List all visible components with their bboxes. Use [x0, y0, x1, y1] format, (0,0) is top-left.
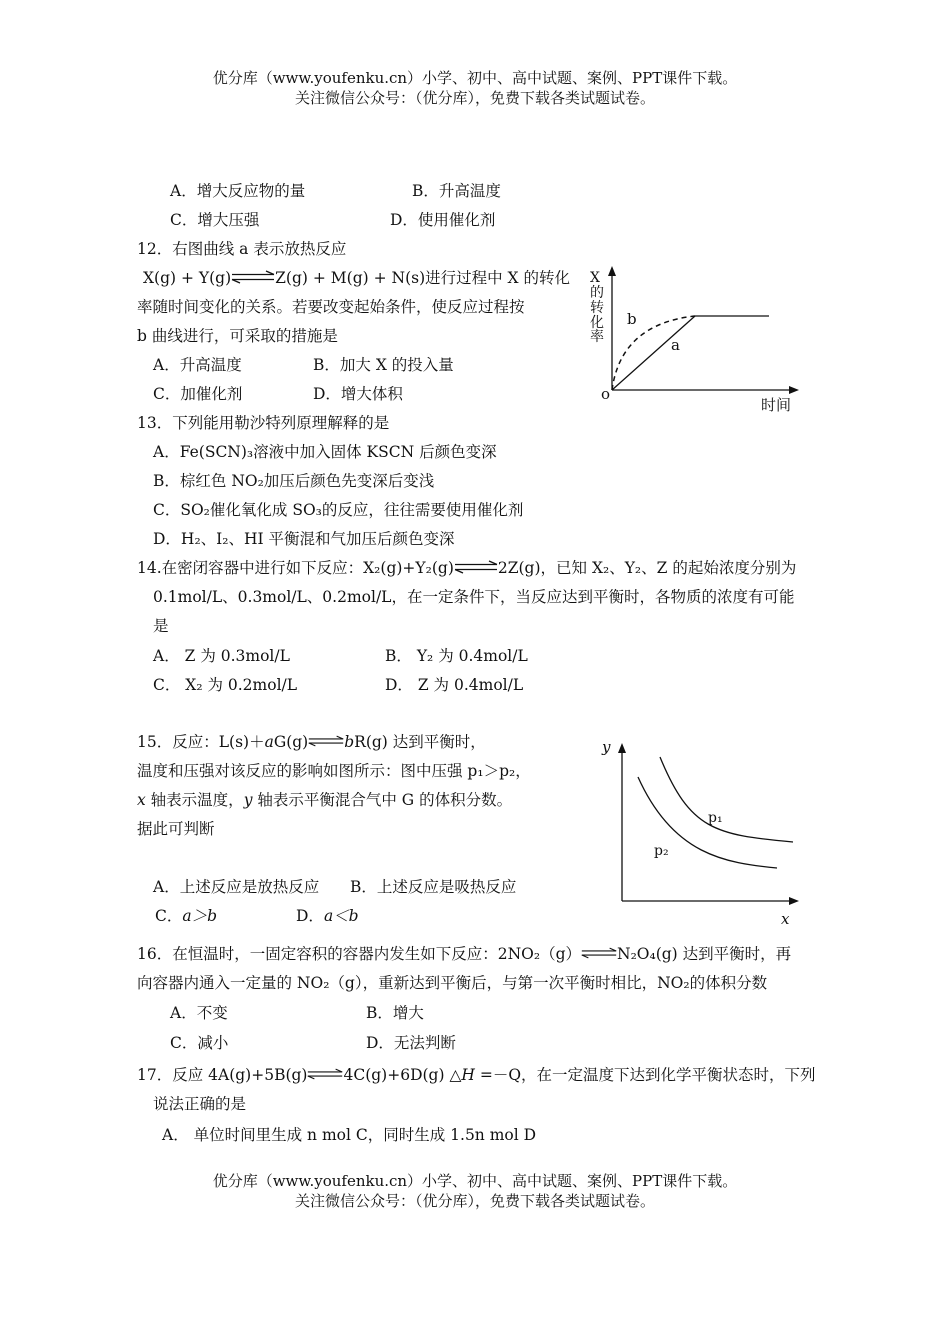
equilibrium-arrow-icon [454, 560, 498, 574]
q14-line-2: 0.1mol/L、0.3mol/L、0.2mol/L，在一定条件下，当反应达到平衡时，各物质的浓度有可能 [153, 588, 795, 606]
q17-enthalpy: H [461, 1066, 475, 1084]
q14-option-d: D． Z 为 0.4mol/L [385, 676, 524, 694]
q15-coef-a: a [264, 733, 274, 751]
q14-option-c: C． X₂ 为 0.2mol/L [153, 676, 298, 694]
q12-option-a: A．升高温度 [153, 356, 242, 374]
q12-option-b: B．加大 X 的投入量 [313, 356, 454, 374]
q16-stem [137, 944, 791, 964]
q12-x-label: 时间 [761, 396, 792, 414]
q15-line-3-b: 轴表示平衡混合气中 G 的体积分数。 [252, 791, 513, 809]
equilibrium-arrow-icon [231, 270, 275, 284]
equilibrium-arrow-icon [581, 946, 617, 960]
q12-series-label-b: b [627, 310, 637, 328]
q15-option-d [296, 906, 359, 926]
q15-option-c [155, 906, 217, 926]
q15-curve-p1 [660, 757, 793, 842]
q16-option-a: A．不变 [170, 1004, 228, 1022]
q15-stem [137, 732, 486, 752]
q15-option-c-expr: a＞b [182, 907, 218, 925]
q12-option-d: D．增大体积 [313, 385, 403, 403]
q14-line-3: 是 [153, 617, 169, 635]
q15-option-b: B．上述反应是吸热反应 [350, 878, 517, 896]
q16-stem-b: N₂O₄(g) 达到平衡时，再 [617, 945, 792, 963]
q15-coef-b: b [344, 733, 355, 751]
q14-stem-a: 14.在密闭容器中进行如下反应：X₂(g)+Y₂(g) [137, 559, 454, 577]
q12-line-2: 率随时间变化的关系。若要改变起始条件，使反应过程按 [137, 298, 525, 316]
q13-stem: 13．下列能用勒沙特列原理解释的是 [137, 414, 390, 432]
q12-y-label-1: 的 [590, 285, 604, 301]
q16-stem-a: 16．在恒温时，一固定容积的容器内发生如下反应：2NO₂（g） [137, 945, 581, 963]
q13-option-d: D．H₂、I₂、HI 平衡混和气加压后颜色变深 [153, 530, 455, 548]
q15-x-axis-arrow [789, 897, 799, 905]
q15-option-c-label: C． [155, 907, 183, 925]
q12-y-label-3: 化 [590, 315, 604, 331]
q12-eq-left: X(g) + Y(g) [143, 269, 232, 287]
q14-stem [137, 558, 796, 578]
q15-x-label: x [781, 910, 790, 928]
q17-stem [137, 1065, 816, 1085]
q13-option-c: C．SO₂催化氧化成 SO₃的反应，往往需要使用催化剂 [153, 501, 524, 519]
q15-stem-b: R(g) 达到平衡时， [354, 733, 486, 751]
q14-stem-b: 2Z(g)，已知 X₂、Y₂、Z 的起始浓度分别为 [497, 559, 797, 577]
q11-option-a: A．增大反应物的量 [170, 182, 306, 200]
q11-option-c: C．增大压强 [170, 211, 260, 229]
q11-option-d: D．使用催化剂 [390, 211, 496, 229]
q15-series-label-p1: p₁ [708, 810, 723, 826]
header-line-1: 优分库（www.youfenku.cn）小学、初中、高中试题、案例、PPT课件下载。 [212, 69, 738, 87]
q15-line-4: 据此可判断 [137, 820, 215, 838]
q15-line-3-a: 轴表示温度， [145, 791, 244, 809]
q12-x-axis-arrow [789, 386, 799, 394]
q12-y-label-0: X [590, 270, 600, 286]
q17-stem-a: 17．反应 4A(g)+5B(g) [137, 1066, 308, 1084]
q15-line-3 [137, 790, 512, 810]
q15-option-a: A．上述反应是放热反应 [153, 878, 320, 896]
q15-option-d-label: D． [296, 907, 324, 925]
q13-option-a: A．Fe(SCN)₃溶液中加入固体 KSCN 后颜色变深 [153, 443, 497, 461]
q13-option-b: B．棕红色 NO₂加压后颜色先变深后变浅 [153, 472, 435, 490]
equilibrium-arrow-icon [308, 734, 344, 748]
q15-y-axis-arrow [618, 743, 626, 753]
q15-stem-a: 15．反应：L(s)＋ [137, 733, 265, 751]
q12-origin-label: o [601, 385, 611, 403]
q15-stem-a2: G(g) [273, 733, 309, 751]
q15-y-var: y [243, 791, 253, 809]
q15-line-2: 温度和压强对该反应的影响如图所示：图中压强 p₁＞p₂， [137, 762, 531, 780]
q15-option-d-expr: a＜b [323, 907, 359, 925]
q17-stem-b: 4C(g)+6D(g) △ [343, 1066, 462, 1084]
q12-y-label-4: 率 [590, 329, 604, 345]
q14-option-b: B． Y₂ 为 0.4mol/L [385, 647, 528, 665]
q16-option-b: B．增大 [366, 1004, 424, 1022]
q15-x-var: x [137, 791, 146, 809]
q12-line-3: b 曲线进行，可采取的措施是 [137, 327, 338, 345]
footer-line-2: 关注微信公众号：（优分库），免费下载各类试题试卷。 [294, 1192, 655, 1210]
header-line-2: 关注微信公众号：（优分库），免费下载各类试题试卷。 [294, 89, 655, 107]
q12-equation [143, 268, 570, 288]
q12-y-axis-arrow [608, 266, 616, 276]
q16-option-d: D．无法判断 [366, 1034, 456, 1052]
q11-option-b: B．升高温度 [412, 182, 501, 200]
q12-eq-right: Z(g) + M(g) + N(s)进行过程中 X 的转化 [275, 269, 571, 287]
q15-y-label: y [602, 738, 611, 756]
q16-line-2: 向容器内通入一定量的 NO₂（g），重新达到平衡后，与第一次平衡时相比，NO₂的体积分数 [137, 974, 768, 992]
q17-line-2: 说法正确的是 [153, 1095, 247, 1113]
equilibrium-arrow-icon [307, 1067, 343, 1081]
q12-series-label-a: a [671, 336, 680, 354]
footer-line-1: 优分库（www.youfenku.cn）小学、初中、高中试题、案例、PPT课件下载。 [212, 1172, 738, 1190]
q15-series-label-p2: p₂ [654, 843, 669, 859]
q12-y-label-2: 转 [590, 300, 604, 316]
q14-option-a: A． Z 为 0.3mol/L [153, 647, 290, 665]
q15-chart [595, 735, 810, 930]
q12-chart [585, 262, 810, 417]
q16-option-c: C．减小 [170, 1034, 229, 1052]
q12-stem: 12．右图曲线 a 表示放热反应 [137, 240, 347, 258]
q17-stem-c: =－Q，在一定温度下达到化学平衡状态时，下列 [474, 1066, 816, 1084]
q12-option-c: C．加催化剂 [153, 385, 243, 403]
q17-option-a: A． 单位时间里生成 n mol C，同时生成 1.5n mol D [162, 1126, 537, 1144]
